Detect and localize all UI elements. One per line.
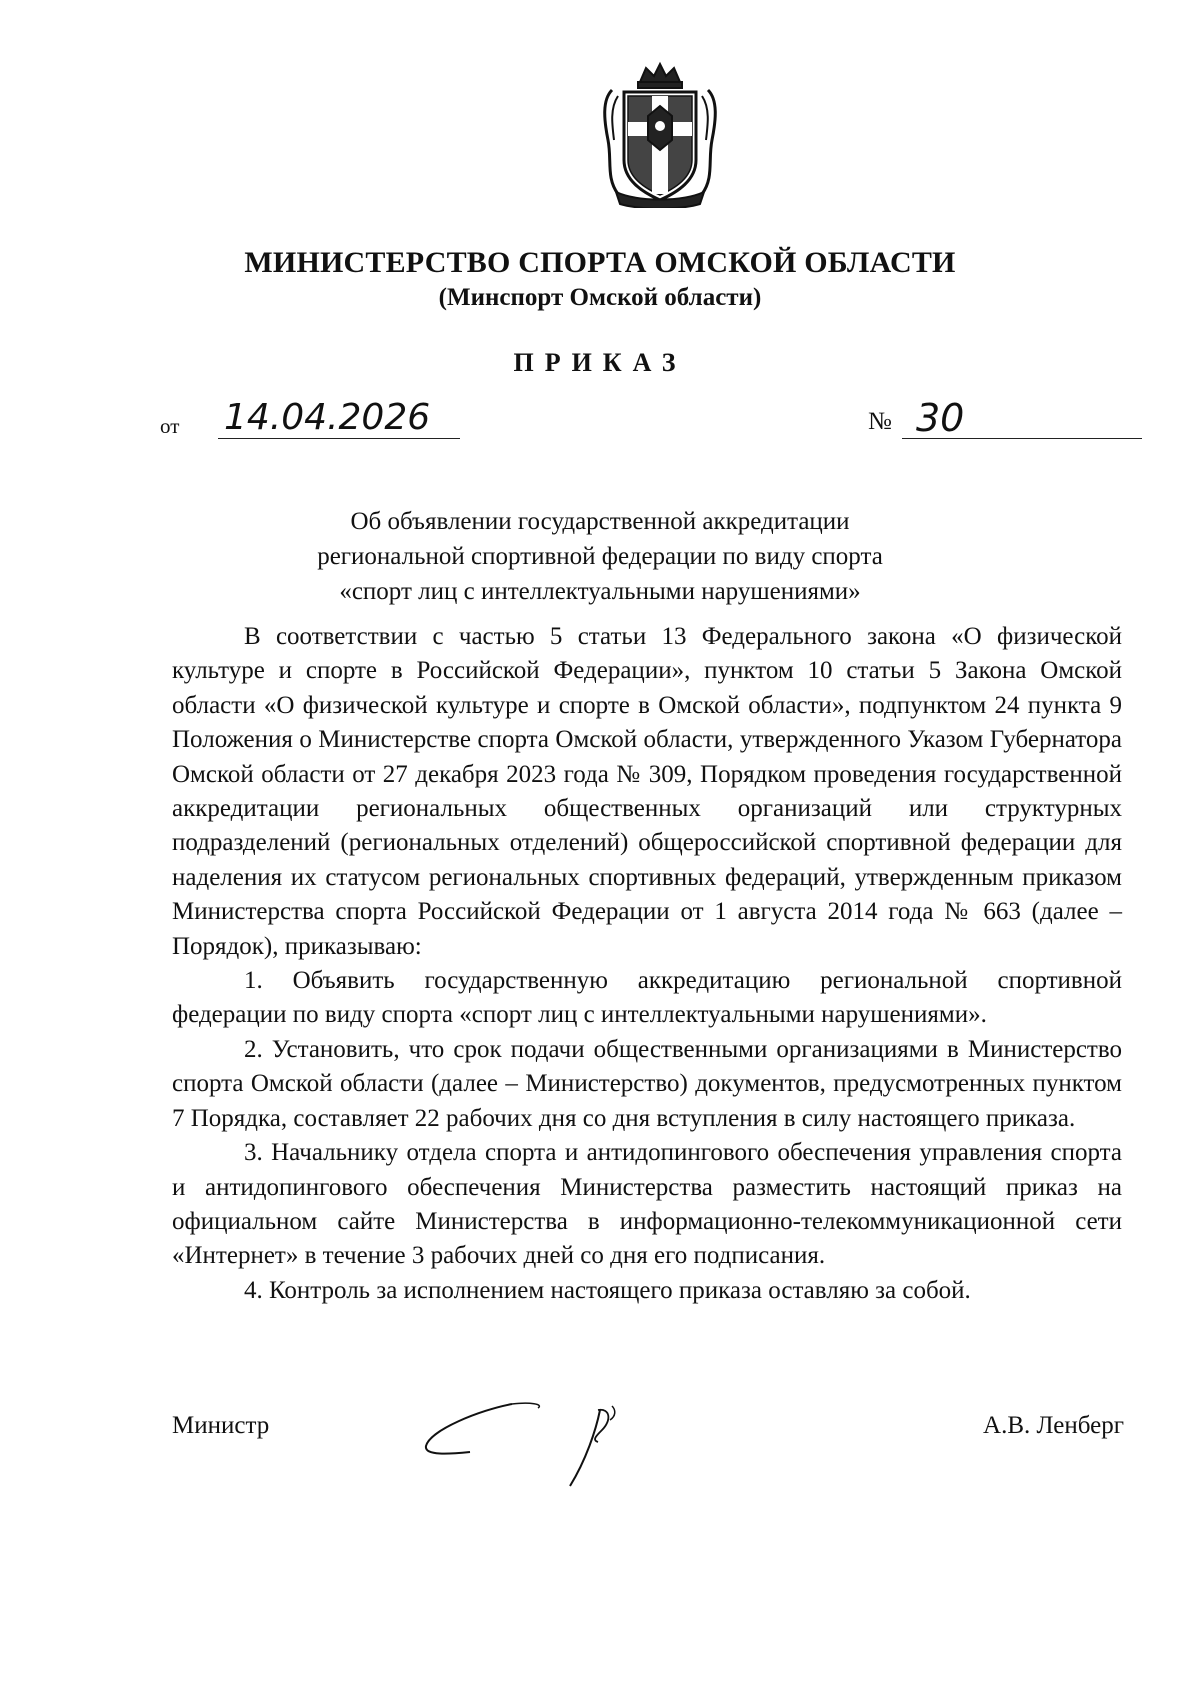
- document-type-title: ПРИКАЗ: [513, 348, 687, 377]
- signatory-title: Министр: [172, 1412, 270, 1439]
- order-item-2: 2. Установить, что срок подачи общественными организациями в Министерство спорта Омской области (далее – Министерство) документов, предусмотренных пунктом 7 Порядка, составляет 22 рабочих дня со дня вступления в силу настоящего приказа.: [172, 1035, 1122, 1132]
- coat-of-arms-icon: [598, 60, 722, 208]
- date-prefix: от: [160, 414, 180, 438]
- subject-line: Об объявлении государственной аккредитации: [350, 508, 850, 535]
- order-number: 30: [902, 398, 1142, 439]
- handwritten-signature: [420, 1390, 670, 1490]
- ministry-name: МИНИСТЕРСТВО СПОРТА ОМСКОЙ ОБЛАСТИ: [244, 246, 956, 279]
- order-item-1: 1. Объявить государственную аккредитацию региональной спортивной федерации по виду спорта «спорт лиц с интеллектуальными нарушениями».: [172, 967, 1122, 1029]
- order-subject: [230, 504, 970, 609]
- number-prefix: №: [868, 408, 892, 435]
- signatory-name: А.В. Ленберг: [983, 1412, 1124, 1439]
- order-body: [172, 620, 1122, 1308]
- subject-line: региональной спортивной федерации по виду спорта: [317, 543, 883, 570]
- order-item-4: 4. Контроль за исполнением настоящего приказа оставляю за собой.: [244, 1276, 971, 1304]
- order-item-3: 3. Начальнику отдела спорта и антидопингового обеспечения управления спорта и антидопингового обеспечения Министерства разместить настоящий приказ на официальном сайте Министерства в информационно-телекоммуникационной сети «Интернет» в течение 3 рабочих дней со дня его подписания.: [172, 1139, 1122, 1270]
- subject-line: «спорт лиц с интеллектуальными нарушениями»: [339, 578, 861, 605]
- preamble-paragraph: В соответствии с частью 5 статьи 13 Федерального закона «О физической культуре и спорте в Российской Федерации», пунктом 10 статьи 5 Закона Омской области «О физической культуре и спорте в Омской области», подпунктом 24 пункта 9 Положения о Министерстве спорта Омской области, утвержденного Указом Губернатора Омской области от 27 декабря 2023 года № 309, Порядком проведения государственной аккредитации региональных общественных организаций или структурных подразделений (региональных отделений) общероссийской спортивной федерации для наделения их статусом региональных спортивных федераций, утвержденным приказом Министерства спорта Российской Федерации от 1 августа 2014 года № 663 (далее – Порядок), приказываю:: [172, 623, 1122, 960]
- order-date: 14.04.2026: [218, 398, 460, 439]
- ministry-short-name: (Минспорт Омской области): [438, 284, 762, 311]
